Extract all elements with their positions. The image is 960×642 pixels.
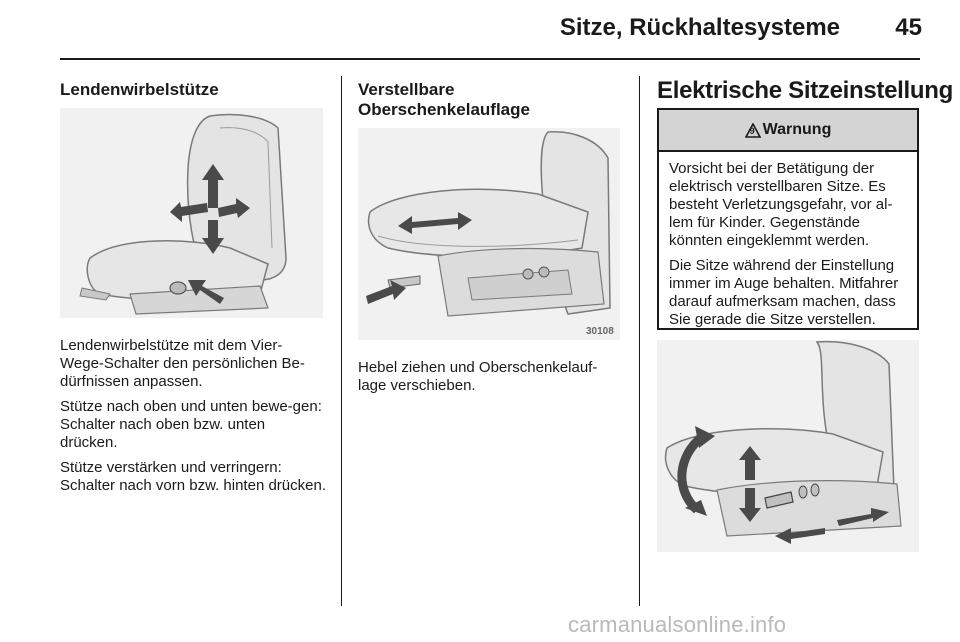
thigh-text bbox=[358, 359, 624, 402]
warning-paragraph-1: Vorsicht bei der Betätigung der elektrisch verstellbaren Sitze. Es besteht Verletzungsgefahr, vor al-lem für Kinder. Gegenstände könnten eingeklemmt werden. bbox=[669, 160, 893, 249]
thigh-support-illustration bbox=[358, 128, 620, 340]
warning-box bbox=[657, 108, 919, 330]
thigh-heading-line-1: Verstellbare bbox=[358, 80, 455, 99]
lumbar-paragraph-1: Lendenwirbelstütze mit dem Vier-Wege-Schalter den persönlichen Be-dürfnissen anpassen. bbox=[60, 337, 305, 390]
lumbar-text bbox=[60, 337, 326, 502]
warning-header bbox=[659, 110, 917, 152]
page-number: 45 bbox=[895, 14, 922, 41]
lumbar-paragraph-3: Stütze verstärken und verringern: Schalter nach vorn bzw. hinten drücken. bbox=[60, 459, 326, 494]
warning-triangle-icon bbox=[745, 123, 761, 138]
section-heading-lumbar: Lendenwirbelstütze bbox=[60, 80, 219, 99]
watermark: carmanualsonline.info bbox=[568, 612, 787, 637]
warning-paragraph-2: Die Sitze während der Einstellung immer im Auge behalten. Mitfahrer darauf aufmerksam machen, dass Sie gerade die Sitze verstellen. bbox=[669, 257, 899, 328]
warning-body bbox=[659, 152, 917, 329]
electric-seat-illustration bbox=[657, 340, 919, 552]
column-divider-2 bbox=[639, 76, 640, 606]
warning-title: Warnung bbox=[762, 121, 832, 138]
column-divider-1 bbox=[341, 76, 342, 606]
thigh-paragraph: Hebel ziehen und Oberschenkelauf-lage verschieben. bbox=[358, 359, 598, 394]
lumbar-paragraph-2: Stütze nach oben und unten bewe-gen: Schalter nach oben bzw. unten drücken. bbox=[60, 398, 322, 451]
header-divider bbox=[60, 58, 920, 60]
image-number: 30108 bbox=[586, 326, 614, 337]
page-header-title: Sitze, Rückhaltesysteme bbox=[559, 14, 840, 41]
warning-symbol: 9 bbox=[749, 125, 755, 136]
section-heading-thigh-support bbox=[358, 80, 530, 120]
section-heading-electric-seat: Elektrische Sitzeinstellung bbox=[657, 77, 953, 104]
thigh-heading-line-2: Oberschenkelauflage bbox=[358, 100, 530, 119]
lumbar-support-illustration bbox=[60, 108, 323, 318]
